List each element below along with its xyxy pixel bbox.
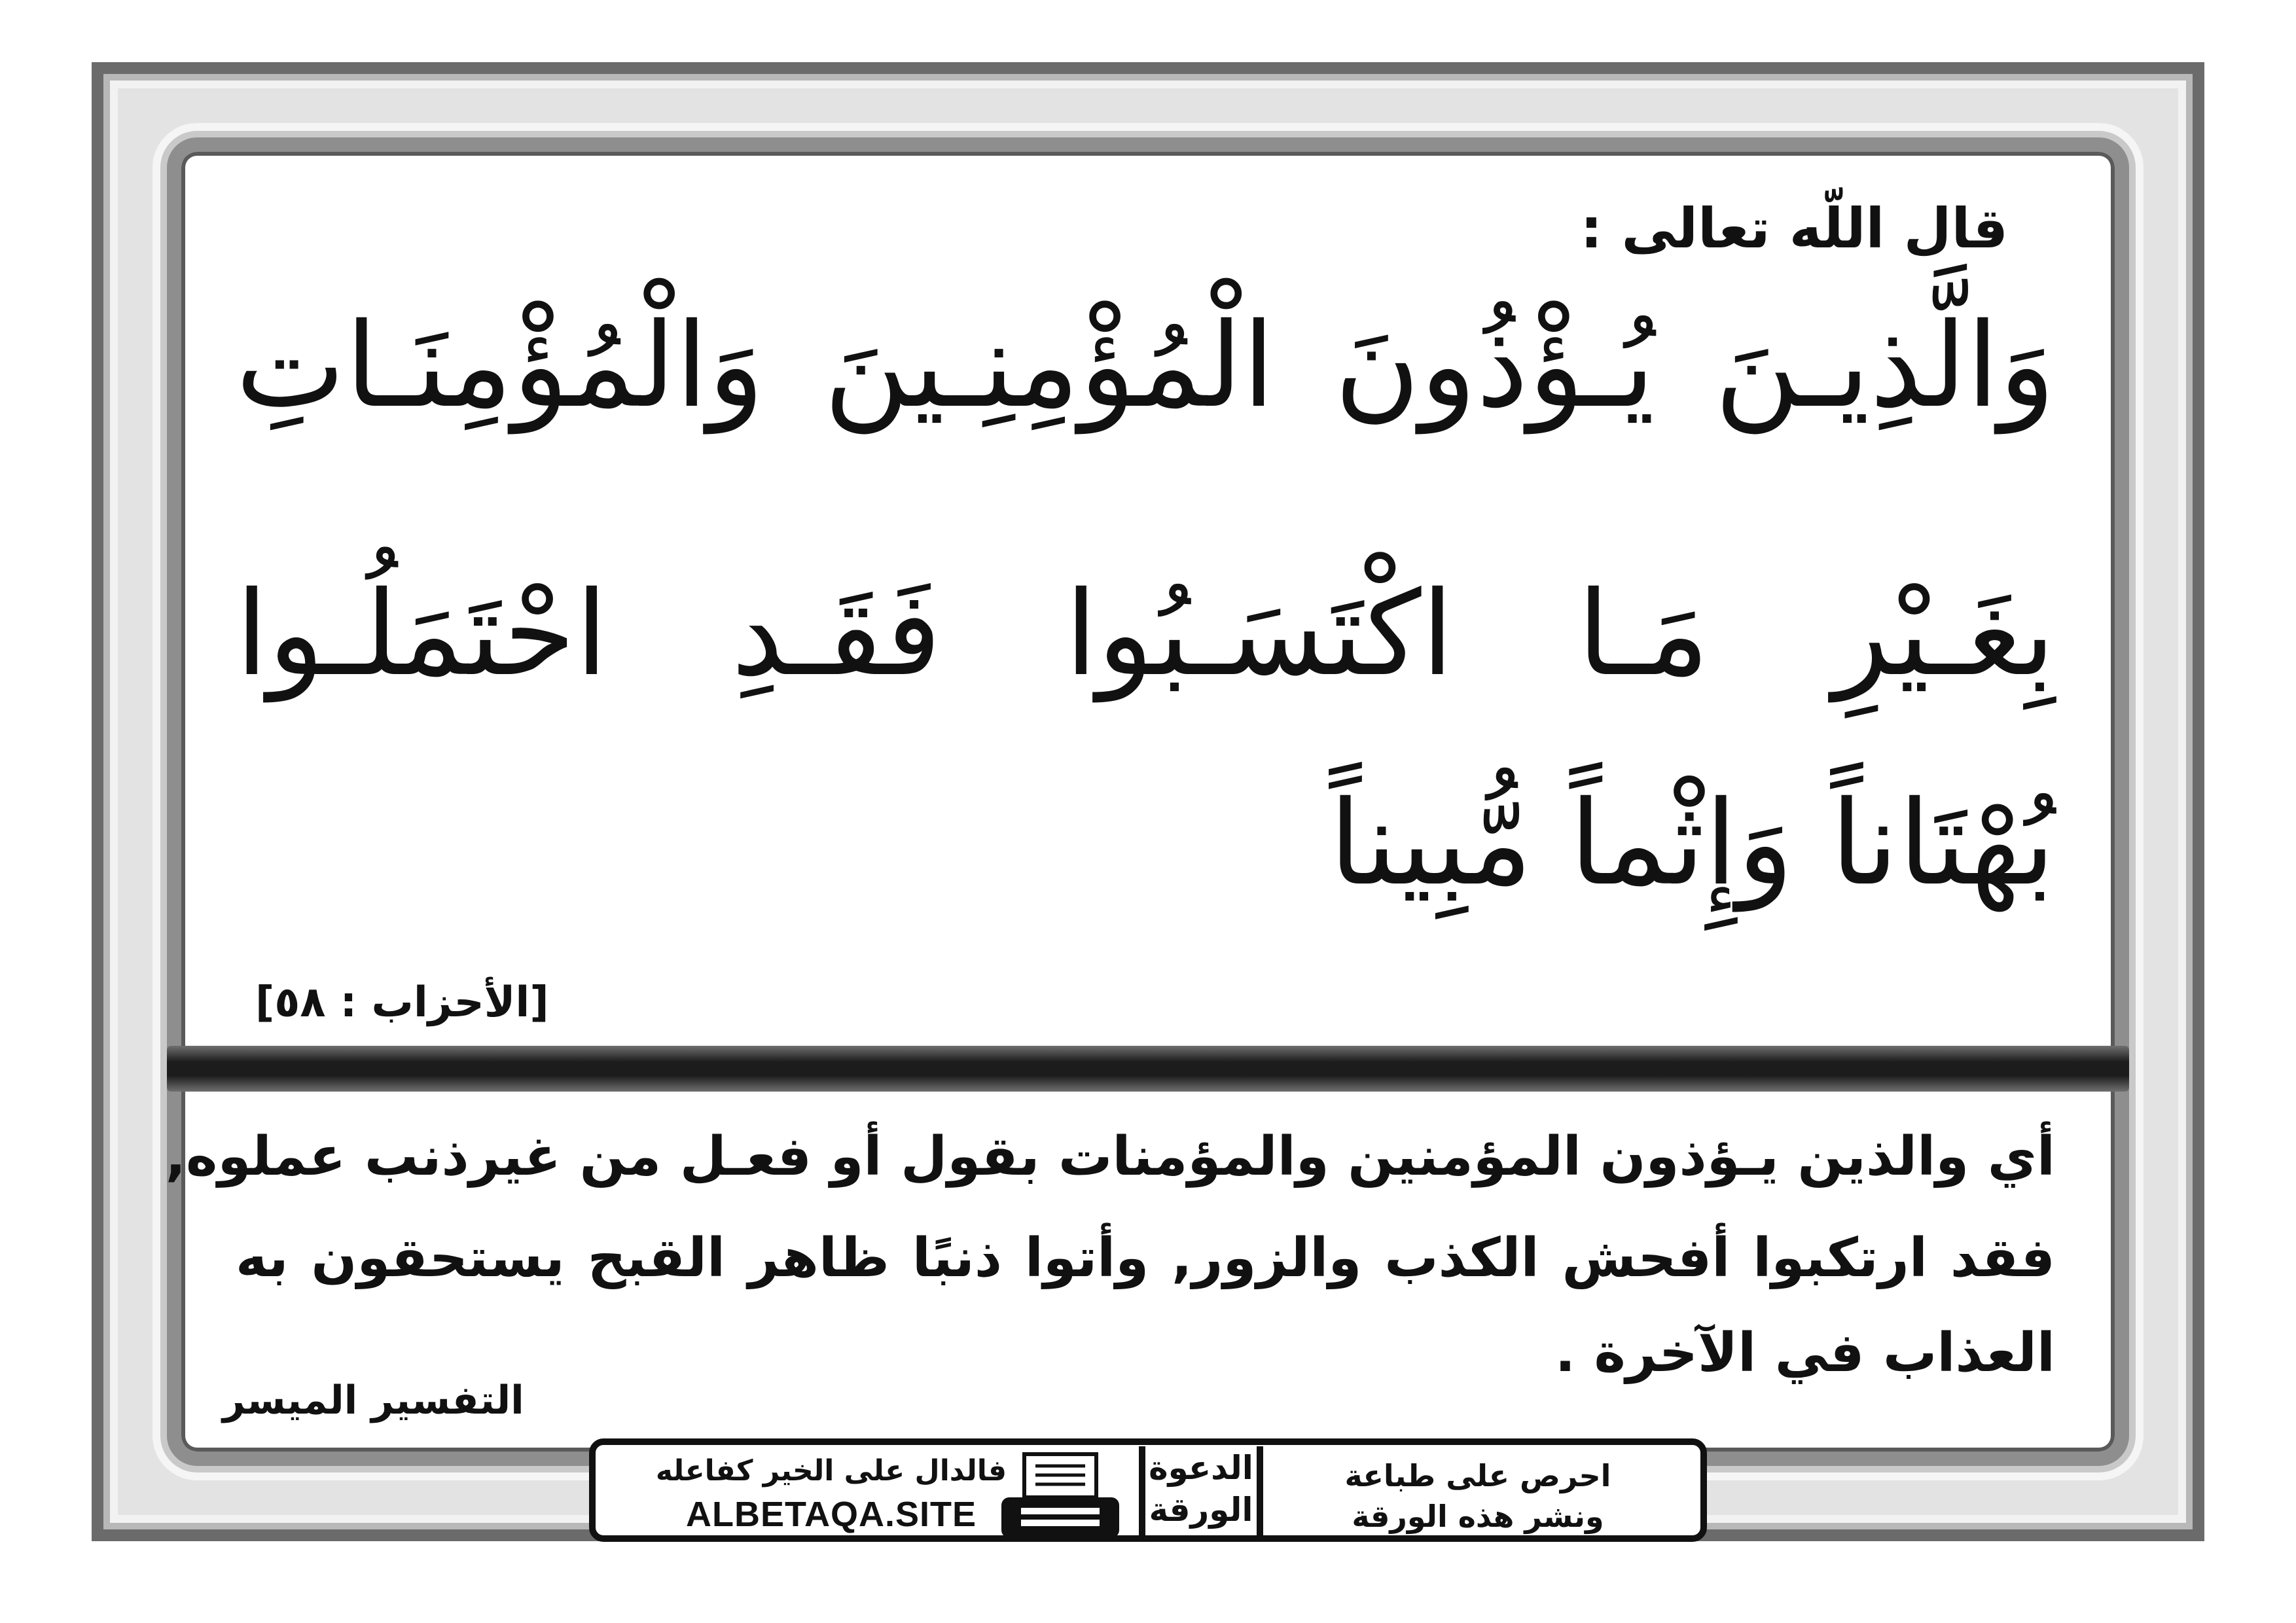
verse-line-1: وَالَّذِيـنَ يُـؤْذُونَ الْمُؤْمِنِـينَ وَالْمُؤْمِنَـاتِ — [236, 298, 2055, 433]
logo-word-1: الدعوة — [1149, 1449, 1253, 1487]
tafsir-line-3: العذاب في الآخرة . — [1554, 1322, 2055, 1384]
footer-bar — [589, 1438, 1707, 1542]
logo-word-2: الورقة — [1149, 1491, 1253, 1529]
verse-line-3: بُهْتَاناً وَإِثْماً مُّبِيناً — [1329, 776, 2055, 911]
footer-notice — [1308, 1455, 1648, 1537]
site-link[interactable]: ALBETAQA.SITE — [686, 1495, 977, 1534]
footer-tagline: فالدال على الخير كفاعله — [655, 1454, 1007, 1488]
section-divider — [167, 1046, 2129, 1092]
notice-line-1: احرص على طباعة — [1344, 1458, 1611, 1493]
notice-line-2: ونشر هذه الورقة — [1352, 1499, 1604, 1535]
printer-icon — [995, 1450, 1126, 1542]
verse-line-2: بِغَـيْرِ مَـا اكْتَسَـبُوا فَقَـدِ احْتَمَلُـوا — [236, 566, 2055, 702]
tafsir-source: التفسير الميسر — [223, 1378, 524, 1423]
tafsir-line-2: فقد ارتكبوا أفحش الكذب والزور, وأتوا ذنبًا ظاهر القبح يستحقون به — [236, 1227, 2055, 1289]
verse-intro: قال اللّه تعالى : — [1580, 196, 2008, 260]
tafsir-line-1: أي والذين يـؤذون المؤمنين والمؤمنات بقول أو فعـل من غيرذنب عملوه, — [165, 1126, 2055, 1188]
footer-left-block — [648, 1454, 1014, 1535]
verse-reference: [الأحزاب : ٥٨] — [255, 978, 549, 1027]
dawah-logo — [1139, 1446, 1263, 1538]
